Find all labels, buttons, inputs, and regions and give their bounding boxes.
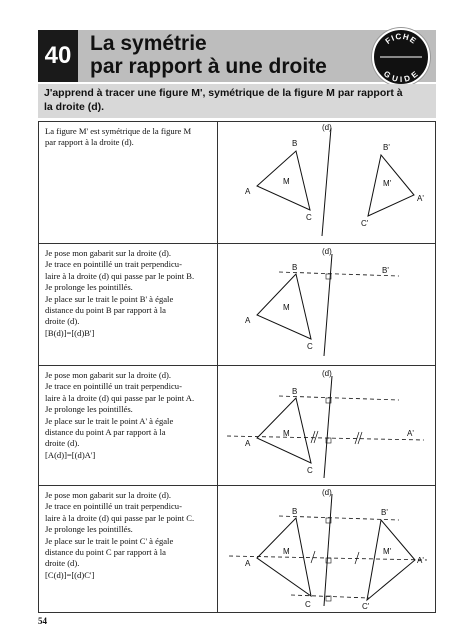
label-a: A — [245, 187, 251, 196]
text-line: distance du point A par rapport à la — [45, 427, 166, 438]
label-d: (d) — [322, 369, 332, 378]
fiche-number: 40 — [38, 30, 78, 82]
fiche-guide-badge-graphic — [374, 30, 428, 84]
subtitle-bar — [38, 84, 436, 118]
step-row-4 — [39, 486, 435, 612]
dotted-line-b — [279, 272, 399, 276]
step-text-4 — [45, 490, 215, 581]
label-c: C — [306, 213, 312, 222]
badge-top-text: FICHE — [383, 31, 419, 46]
column-divider — [217, 366, 218, 485]
figure-1 — [219, 122, 435, 242]
text-line: droite (d). — [45, 438, 80, 449]
axis-line-d — [324, 494, 332, 606]
fiche-guide-badge — [372, 28, 430, 86]
step-text-2 — [45, 248, 215, 339]
label-c: C — [305, 600, 311, 609]
equal-tick — [311, 551, 315, 563]
label-m: M — [283, 547, 290, 556]
axis-line-d — [324, 376, 332, 478]
text-line: Je prolonge les pointillés. — [45, 282, 133, 293]
step-row-2 — [39, 244, 435, 366]
text-line: Je pose mon gabarit sur la droite (d). — [45, 370, 172, 380]
text-line: droite (d). — [45, 558, 80, 569]
label-b: B — [292, 507, 298, 516]
label-d: (d) — [322, 247, 332, 256]
dotted-line-b — [279, 396, 399, 400]
label-b-prime: B' — [382, 266, 389, 275]
figure-4 — [219, 486, 435, 610]
text-line: Je prolonge les pointillés. — [45, 404, 133, 415]
title-line-2: par rapport à une droite — [90, 55, 327, 78]
step-text-3 — [45, 370, 215, 461]
text-line: [A(d)]=[(d)A'] — [45, 449, 96, 460]
label-d: (d) — [322, 488, 332, 497]
text-line: [C(d)]=[(d)C'] — [45, 569, 95, 580]
label-c-prime: C' — [362, 602, 370, 610]
text-line: Je trace en pointillé un trait perpendicu- — [45, 381, 182, 392]
text-line: laire à la droite (d) qui passe par le point A. — [45, 392, 195, 403]
axis-line-d — [324, 254, 332, 356]
text-line: distance du point B par rapport à la — [45, 305, 166, 316]
label-b-prime: B' — [381, 508, 388, 517]
label-c-prime: C' — [361, 219, 369, 228]
step-row-3 — [39, 366, 435, 486]
label-a: A — [245, 439, 251, 448]
label-a-prime: A' — [417, 556, 424, 565]
label-m: M — [283, 429, 290, 438]
dotted-line-c — [291, 595, 369, 598]
label-m: M — [283, 177, 290, 186]
text-line: Je place sur le trait le point C' à égale — [45, 535, 174, 546]
steps-table — [38, 121, 436, 613]
subtitle-text: J'apprend à tracer une figure M', symétrique de la figure M par rapport à la droite (d). — [44, 87, 403, 113]
label-b-prime: B' — [383, 143, 390, 152]
text-line: [B(d)]=[(d)B'] — [45, 327, 95, 338]
step-row-1 — [39, 122, 435, 244]
text-line: Je trace en pointillé un trait perpendicu- — [45, 501, 182, 512]
figure-3 — [219, 366, 435, 484]
figure-2 — [219, 244, 435, 364]
column-divider — [217, 122, 218, 243]
text-line: Je pose mon gabarit sur la droite (d). — [45, 490, 172, 500]
text-line: distance du point C par rapport à la — [45, 547, 166, 558]
label-a-prime: A' — [407, 429, 414, 438]
label-a: A — [245, 316, 251, 325]
label-a: A — [245, 559, 251, 568]
text-line: Je place sur le trait le point B' à égale — [45, 293, 174, 304]
step-text-1 — [45, 126, 215, 149]
badge-bottom-text: GUIDE — [381, 69, 421, 84]
equal-tick — [355, 552, 359, 564]
page-number: 54 — [38, 616, 47, 626]
text-line: laire à la droite (d) qui passe par le point C. — [45, 512, 195, 523]
title-line-1: La symétrie — [90, 32, 207, 55]
column-divider — [217, 486, 218, 612]
text-line: Je pose mon gabarit sur la droite (d). — [45, 248, 172, 258]
label-a-prime: A' — [417, 194, 424, 203]
label-m-prime: M' — [383, 179, 392, 188]
text-line: Je prolonge les pointillés. — [45, 524, 133, 535]
label-c: C — [307, 466, 313, 475]
label-c: C — [307, 342, 313, 351]
text-line: Je place sur le trait le point A' à égale — [45, 415, 174, 426]
column-divider — [217, 244, 218, 365]
text-line: La figure M' est symétrique de la figure M — [45, 126, 192, 136]
label-m: M — [283, 303, 290, 312]
svg-text:FICHE — [384, 32, 419, 46]
text-line: droite (d). — [45, 316, 80, 327]
text-line: Je trace en pointillé un trait perpendicu- — [45, 259, 182, 270]
label-m-prime: M' — [383, 547, 392, 556]
axis-line-d — [322, 128, 331, 236]
text-line: par rapport à la droite (d). — [45, 137, 134, 148]
fiche-title — [90, 32, 327, 78]
label-b: B — [292, 139, 298, 148]
label-d: (d) — [322, 123, 332, 132]
svg-text:GUIDE — [382, 69, 420, 84]
label-b: B — [292, 263, 298, 272]
text-line: laire à la droite (d) qui passe par le point B. — [45, 270, 195, 281]
label-b: B — [292, 387, 298, 396]
